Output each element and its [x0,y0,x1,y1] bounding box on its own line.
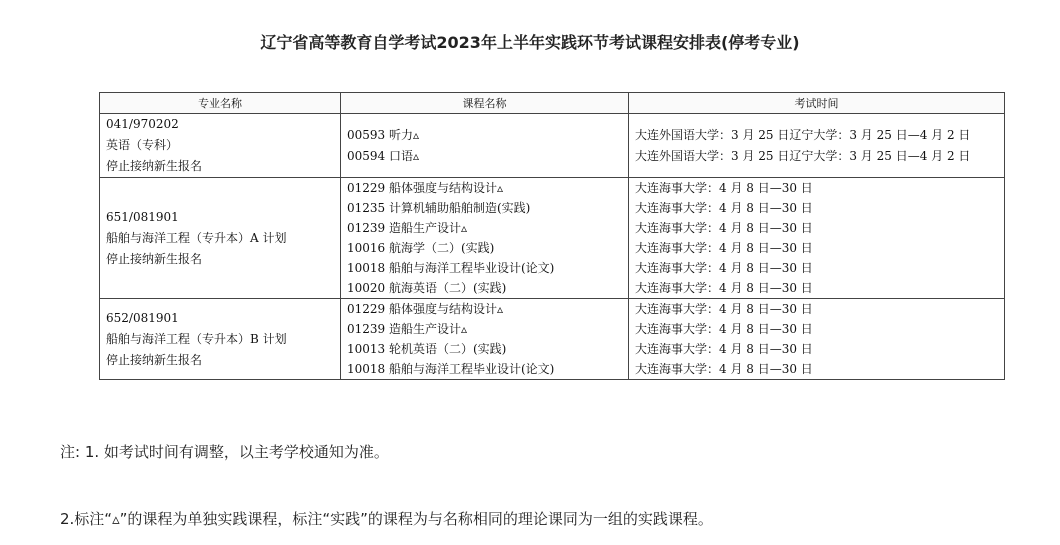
major-cell [100,299,341,380]
major-name: 船舶与海洋工程（专升本）A 计划 [106,230,287,245]
time-line: 大连海事大学：4 月 8 日—30 日 [635,302,813,316]
header-major: 专业名称 [100,93,341,114]
course-cell [341,299,629,380]
course-line: 10018 船舶与海洋工程毕业设计(论文) [347,261,555,275]
course-line: 01229 船体强度与结构设计▵ [347,302,504,316]
major-name: 船舶与海洋工程（专升本）B 计划 [106,331,287,346]
course-line: 01229 船体强度与结构设计▵ [347,181,504,195]
note-legend: 2.标注“▵”的课程为单独实践课程，标注“实践”的课程为与名称相同的理论课同为一组的实践课程。 [60,510,713,528]
header-time: 考试时间 [629,93,1005,114]
course-line: 00593 听力▵ [347,127,420,142]
time-line: 大连海事大学：4 月 8 日—30 日 [635,362,813,376]
major-code: 651/081901 [106,209,179,224]
time-line: 大连外国语大学：3 月 25 日辽宁大学：3 月 25 日—4 月 2 日 [635,127,971,142]
course-line: 01235 计算机辅助船舶制造(实践) [347,201,531,215]
major-cell [100,178,341,299]
note-adjustment: 注: 1. 如考试时间有调整，以主考学校通知为准。 [60,443,389,461]
major-status: 停止接纳新生报名 [106,159,203,173]
time-line: 大连海事大学：4 月 8 日—30 日 [635,221,813,235]
time-line: 大连海事大学：4 月 8 日—30 日 [635,181,813,195]
table-row [100,299,1005,380]
course-line: 01239 造船生产设计▵ [347,322,468,336]
time-cell [629,114,1005,178]
major-code: 041/970202 [106,117,179,131]
major-name: 英语（专科） [106,138,179,152]
course-cell [341,114,629,178]
course-line: 10016 航海学（二）(实践) [347,241,495,255]
time-line: 大连海事大学：4 月 8 日—30 日 [635,201,813,215]
major-status: 停止接纳新生报名 [106,251,203,266]
major-code: 652/081901 [106,310,179,325]
time-line: 大连海事大学：4 月 8 日—30 日 [635,281,813,295]
course-line: 01239 造船生产设计▵ [347,221,468,235]
time-line: 大连海事大学：4 月 8 日—30 日 [635,342,813,356]
course-line: 10020 航海英语（二）(实践) [347,281,507,295]
major-cell [100,114,341,178]
course-line: 10018 船舶与海洋工程毕业设计(论文) [347,362,555,376]
table-row [100,178,1005,299]
time-line: 大连外国语大学：3 月 25 日辽宁大学：3 月 25 日—4 月 2 日 [635,148,971,163]
page-title: 辽宁省高等教育自学考试2023年上半年实践环节考试课程安排表(停考专业) [260,33,800,52]
time-line: 大连海事大学：4 月 8 日—30 日 [635,241,813,255]
course-cell [341,178,629,299]
time-cell [629,178,1005,299]
table-row [100,114,1005,178]
time-line: 大连海事大学：4 月 8 日—30 日 [635,322,813,336]
table-header-row [100,93,1005,114]
time-cell [629,299,1005,380]
course-line: 10013 轮机英语（二）(实践) [347,342,507,356]
time-line: 大连海事大学：4 月 8 日—30 日 [635,261,813,275]
course-line: 00594 口语▵ [347,148,420,163]
schedule-table [99,92,1005,380]
header-course: 课程名称 [341,93,629,114]
major-status: 停止接纳新生报名 [106,352,203,367]
